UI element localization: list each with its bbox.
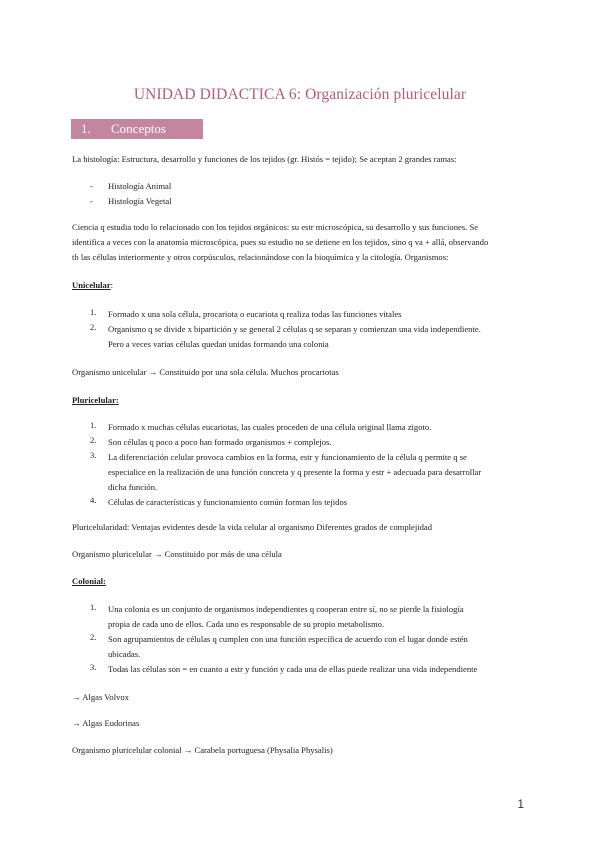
unicelular-summary: Organismo unicelular → Constituido por una sola célula. Muchos procariotas: [72, 367, 339, 377]
unicelular-heading: Unicelular: [72, 280, 111, 290]
list-item-continuation: propia de cada uno de ellos. Cada uno es responsable de su propio metabolismo.: [108, 619, 385, 629]
pluricelular-summary: Organismo pluricelular → Constituido por más de una célula: [72, 549, 282, 559]
ciencia-line: identifica a veces con la anatomía microscópica, pues su estudio no se detiene en los tejidos, sino q va + allá, observando: [72, 237, 489, 247]
list-item: Histología Vegetal: [108, 196, 172, 206]
list-number: 2.: [90, 632, 97, 642]
list-item: Una colonia es un conjunto de organismos independientes q cooperan entre sí, no se pierde la fisiología: [108, 604, 464, 614]
list-item: Organismo q se divide x bipartición y se general 2 células q se separan y comienzan una vida independiente.: [108, 324, 481, 334]
list-item: La diferenciación celular provoca cambios en la forma, estr y funcionamiento de la célula q permite q se: [108, 452, 467, 462]
list-item: Células de características y funcionamiento común forman los tejidos: [108, 497, 348, 507]
list-item: Histología Animal: [108, 181, 172, 191]
colonial-heading-line: [72, 574, 532, 589]
list-number: 2.: [90, 322, 97, 332]
colonial-summary: Organismo pluricelular colonial → Carabela portuguesa (Physalia Physalis): [72, 745, 333, 755]
page-number: 1: [517, 797, 524, 811]
ventajas-paragraph: Pluricelularidad: Ventajas evidentes desde la vida celular al organismo Diferentes grados de complejidad: [72, 522, 433, 532]
list-item-continuation: Pero a veces varias células quedan unidas formando una colonia: [108, 339, 329, 349]
list-item: Formado x una sola célula, procariota o eucariota q realiza todas las funciones vitales: [108, 309, 402, 319]
list-item-continuation: especialice en la realización de una función concreta y q presente la forma y estr + adecuada para desarrollar: [108, 467, 482, 477]
section-label: Conceptos básicos: [111, 121, 166, 156]
list-item: Todas las células son = en cuanto a estr y función y cada una de ellas puede realizar una vida independiente: [108, 664, 478, 674]
list-number: 3.: [90, 450, 97, 460]
list-item-continuation: ubicadas.: [108, 649, 141, 659]
list-number: 2.: [90, 435, 97, 445]
list-item: Formado x muchas células eucariotas, las cuales proceden de una célula original llama zigoto.: [108, 422, 432, 432]
colonial-heading: Colonial:: [72, 576, 106, 586]
ejemplo-volvox: → Algas Volvox: [72, 692, 129, 702]
list-number: 1.: [90, 420, 97, 430]
pluricelular-heading: Pluricelular:: [72, 395, 119, 405]
unicelular-heading-line: [72, 278, 532, 293]
list-number: 4.: [90, 495, 97, 505]
list-number: 1.: [90, 307, 97, 317]
list-number: 3.: [90, 662, 97, 672]
list-item-continuation: dicha función.: [108, 482, 158, 492]
list-item: Son agrupamientos de células q cumplen con una función específica de acuerdo con el lugar donde estén: [108, 634, 468, 644]
heading-colon: :: [110, 280, 114, 290]
ejemplo-eudorinas: → Algas Eudorinas: [72, 718, 140, 728]
histologia-paragraph: La histología: Estructura, desarrollo y funciones de los tejidos (gr. Histós = tejido); Se aceptan 2 grandes ramas:: [72, 154, 457, 164]
section-heading: [71, 119, 203, 156]
list-bullet: -: [90, 181, 93, 191]
document-title: UNIDAD DIDACTICA 6: Organización pluricelular: [133, 86, 467, 103]
section-number: 1.: [81, 121, 91, 136]
list-number: 1.: [90, 602, 97, 612]
ciencia-line: tb las células interiormente y otros corpúsculos, relacionándose con la bioquímica y la citología. Organismos:: [72, 252, 449, 262]
list-item: Son células q poco a poco han formado organismos + complejos.: [108, 437, 332, 447]
pluricelular-heading-line: [72, 393, 532, 408]
ciencia-line: Ciencia q estudia todo lo relacionado con los tejidos orgánicos: su estr microscópica, su desarrollo y sus funciones. Se: [72, 222, 479, 232]
list-bullet: -: [90, 196, 93, 206]
